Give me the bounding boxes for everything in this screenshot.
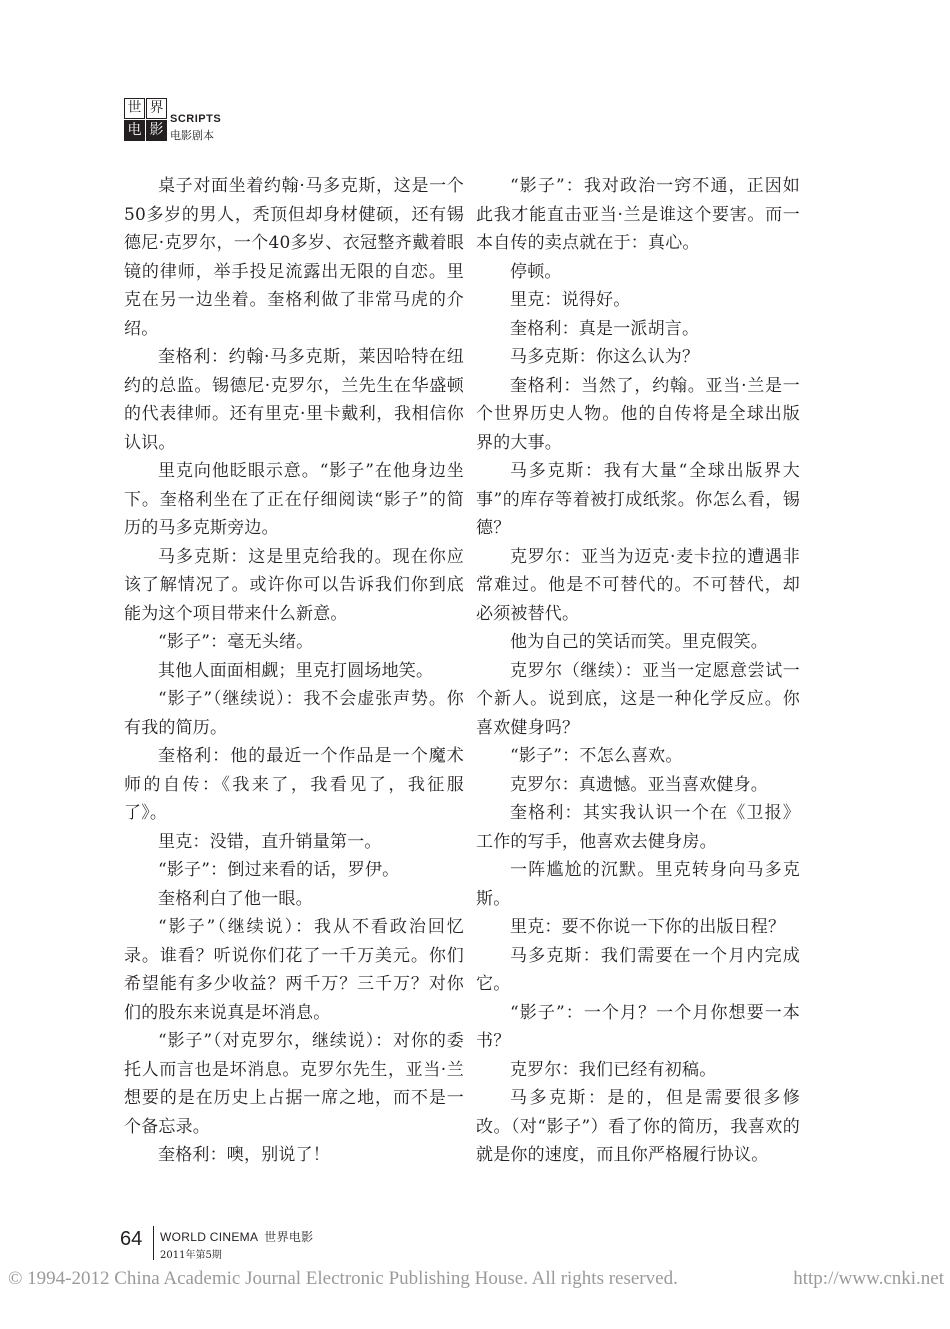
paragraph: 马多克斯：你这么认为？ [510, 347, 700, 367]
page-number: 64 [120, 1228, 143, 1250]
paragraph: 克罗尔：亚当为迈克·麦卡拉的遭遇非常难过。他是不可替代的。不可替代，却必须被替代。 [476, 546, 800, 624]
paragraph: 他为自己的笑话而笑。里克假笑。 [510, 632, 768, 652]
footer-divider [153, 1226, 154, 1260]
paragraph: “影子”：我对政治一窍不通，正因如此我才能直击亚当·兰是谁这个要害。而一本自传的卖点就在于：真心。 [476, 176, 800, 253]
paragraph: 奎格利白了他一眼。 [158, 888, 313, 909]
paragraph: 里克：没错，直升销量第一。 [158, 831, 382, 852]
paragraph: “影子”（继续说）：我从不看政治回忆录。谁看？听说你们花了一千万美元。你们希望能有多少收益？两千万？三千万？对你们的股东来说真是坏消息。 [124, 917, 464, 1023]
left-column [124, 172, 464, 1170]
paragraph: 里克向他眨眼示意。“影子”在他身边坐下。奎格利坐在了正在仔细阅读“影子”的简历的马多克斯旁边。 [124, 461, 464, 538]
logo-char: 界 [146, 98, 167, 119]
copyright-line [8, 1268, 944, 1290]
paragraph: “影子”（对克罗尔，继续说）：对你的委托人而言也是坏消息。克罗尔先生，亚当·兰想要的是在历史上占据一席之地，而不是一个备忘录。 [124, 1031, 464, 1137]
magazine-name-en: WORLD CINEMA [160, 1230, 259, 1244]
paragraph: 马多克斯：是的，但是需要很多修改。（对“影子”）看了你的简历，我喜欢的就是你的速度，而且你严格履行协议。 [476, 1088, 800, 1165]
paragraph: 里克：要不你说一下你的出版日程？ [510, 917, 786, 937]
paragraph: 马多克斯：这是里克给我的。现在你应该了解情况了。或许你可以告诉我们你到底能为这个项目带来什么新意。 [124, 546, 464, 624]
paragraph: 一阵尴尬的沉默。里克转身向马多克斯。 [476, 860, 800, 909]
issue-label: 2011年第5期 [160, 1250, 222, 1261]
paragraph: 其他人面面相觑；里克打圆场地笑。 [158, 660, 434, 681]
paragraph: 里克：说得好。 [510, 290, 631, 310]
paragraph: 奎格利：其实我认识一个在《卫报》工作的写手，他喜欢去健身房。 [476, 803, 800, 852]
logo-char: 影 [146, 120, 167, 141]
paragraph: 奎格利：他的最近一个作品是一个魔术师的自传：《我来了，我看见了，我征服了》。 [124, 746, 464, 823]
paragraph: 奎格利：约翰·马多克斯，莱因哈特在纽约的总监。锡德尼·克罗尔，兰先生在华盛顿的代表律师。还有里克·里卡戴利，我相信你认识。 [124, 347, 464, 453]
magazine-name-cn: 世界电影 [264, 1230, 314, 1244]
paragraph: 奎格利：真是一派胡言。 [510, 318, 700, 339]
paragraph: 马多克斯：我有大量“全球出版界大事”的库存等着被打成纸浆。你怎么看，锡德？ [476, 461, 800, 538]
paragraph: “影子”：不怎么喜欢。 [510, 746, 683, 766]
copyright-text: © 1994-2012 China Academic Journal Electronic Publishing House. All rights reserved. [8, 1268, 678, 1289]
right-column [476, 172, 800, 1170]
logo-char: 世 [124, 98, 145, 119]
copyright-url[interactable]: http://www.cnki.net [793, 1268, 944, 1289]
magazine-logo [124, 98, 168, 142]
paragraph: 马多克斯：我们需要在一个月内完成它。 [476, 945, 800, 994]
paragraph: 克罗尔：我们已经有初稿。 [510, 1059, 717, 1080]
paragraph: “影子”（继续说）：我不会虚张声势。你有我的简历。 [124, 689, 464, 738]
section-label-en: SCRIPTS [170, 113, 222, 125]
paragraph: “影子”：倒过来看的话，罗伊。 [158, 860, 400, 880]
logo-char: 电 [124, 120, 145, 141]
paragraph: “影子”：一个月？一个月你想要一本书？ [476, 1002, 800, 1051]
paragraph: 克罗尔（继续）：亚当一定愿意尝试一个新人。说到底，这是一种化学反应。你喜欢健身吗？ [476, 660, 800, 738]
paragraph: 奎格利：当然了，约翰。亚当·兰是一个世界历史人物。他的自传将是全球出版界的大事。 [476, 375, 800, 453]
section-label-cn: 电影剧本 [170, 129, 214, 142]
footer-magazine [160, 1228, 313, 1245]
paragraph: 停顿。 [510, 261, 562, 282]
paragraph: 桌子对面坐着约翰·马多克斯，这是一个50多岁的男人，秃顶但却身材健硕，还有锡德尼·克罗尔，一个40多岁、衣冠整齐戴着眼镜的律师，举手投足流露出无限的自恋。里克在另一边坐着。奎格利做了非常马虎的介绍。 [124, 176, 464, 339]
paragraph: 奎格利：噢，别说了！ [158, 1145, 330, 1165]
paragraph: 克罗尔：真遗憾。亚当喜欢健身。 [510, 774, 768, 795]
paragraph: “影子”：毫无头绪。 [158, 632, 314, 652]
